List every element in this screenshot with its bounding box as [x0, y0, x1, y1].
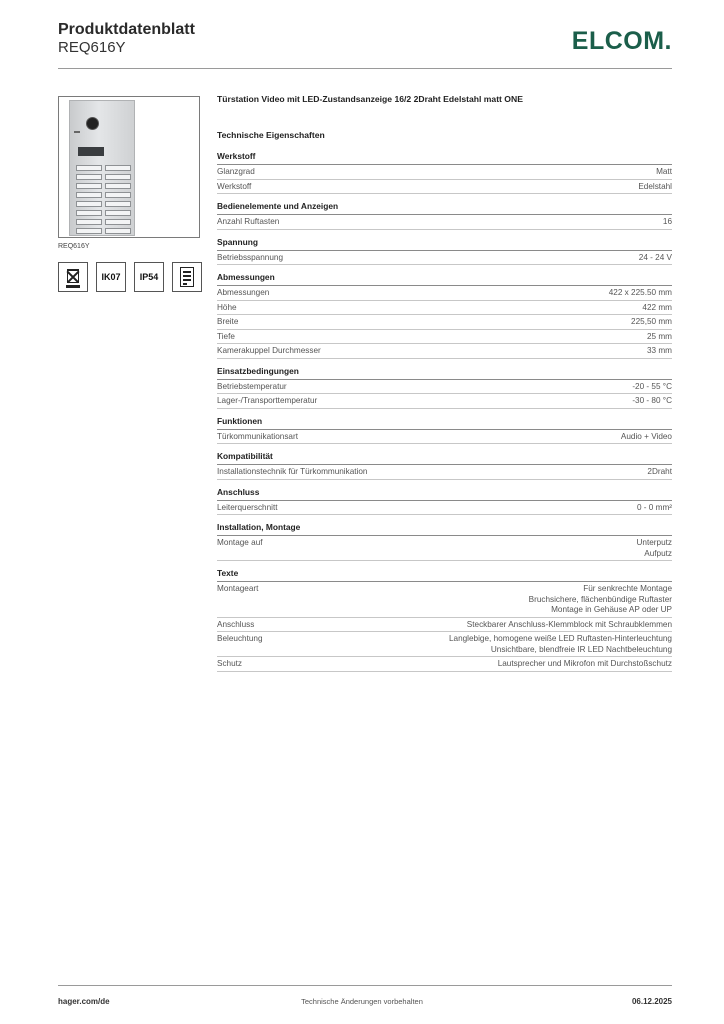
spec-value-line: 33 mm	[646, 346, 672, 355]
spec-row	[217, 657, 672, 672]
spec-sections	[217, 151, 672, 672]
spec-value	[631, 317, 672, 328]
spec-value	[647, 332, 672, 343]
spec-key: Kamerakuppel Durchmesser	[217, 346, 321, 355]
led-display	[78, 147, 104, 156]
spec-value	[637, 538, 673, 559]
spec-key: Abmessungen	[217, 288, 270, 297]
spec-key: Glanzgrad	[217, 167, 255, 176]
spec-key: Montage auf	[217, 538, 263, 547]
spec-key: Betriebstemperatur	[217, 381, 287, 391]
ip-rating-badge: IP54	[134, 262, 164, 292]
certification-badges	[58, 262, 202, 292]
spec-value	[529, 584, 672, 616]
spec-value-line: 422 mm	[642, 302, 672, 312]
spec-key: Tiefe	[217, 331, 235, 341]
spec-row	[217, 394, 672, 409]
spec-section	[217, 451, 672, 480]
spec-value	[642, 303, 672, 314]
spec-key: Anschluss	[217, 619, 255, 629]
product-image	[58, 96, 200, 238]
spec-row	[217, 315, 672, 330]
spec-value-line: 422 x 225.50 mm	[608, 288, 672, 297]
section-title: Funktionen	[217, 416, 672, 430]
spec-value	[609, 288, 672, 299]
spec-row	[217, 536, 672, 561]
spec-row	[217, 286, 672, 301]
product-code: REQ616Y	[58, 39, 126, 56]
spec-key: Schutz	[217, 659, 243, 668]
spec-value-line: -30 - 80 °C	[632, 396, 672, 405]
spec-section	[217, 416, 672, 445]
section-title: Kompatibilität	[217, 451, 672, 465]
ik-rating-badge: IK07	[96, 262, 126, 292]
spec-value-line: 16	[662, 217, 672, 226]
spec-value	[449, 634, 672, 655]
brand-mark	[74, 131, 80, 133]
spec-row	[217, 165, 672, 180]
spec-key: Türkommunikationsart	[217, 431, 298, 441]
door-station-panel	[69, 100, 135, 236]
spec-key: Lager-/Transporttemperatur	[217, 396, 318, 405]
footer-disclaimer: Technische Änderungen vorbehalten	[301, 997, 423, 1006]
camera-icon	[86, 117, 99, 130]
spec-value-line: Aufputz	[644, 548, 672, 558]
spec-value	[632, 396, 672, 407]
spec-key: Betriebsspannung	[217, 252, 284, 262]
section-title: Installation, Montage	[217, 522, 672, 536]
spec-value	[637, 503, 672, 514]
spec-value	[498, 659, 672, 670]
spec-value	[656, 167, 672, 178]
spec-row	[217, 301, 672, 316]
spec-value	[638, 182, 672, 193]
spec-row	[217, 251, 672, 266]
spec-value	[467, 620, 672, 631]
spec-value-line: 25 mm	[646, 331, 672, 341]
product-title: Türstation Video mit LED-Zustandsanzeige 16/2 2Draht Edelstahl matt ONE	[217, 94, 523, 104]
spec-column	[217, 94, 672, 679]
spec-section	[217, 151, 672, 194]
footer-website: hager.com/de	[58, 997, 110, 1006]
section-title: Spannung	[217, 237, 672, 251]
spec-row	[217, 582, 672, 618]
spec-value-line: 2Draht	[647, 467, 672, 476]
footer-divider	[58, 985, 672, 986]
spec-value-line: Matt	[656, 167, 672, 176]
document-icon	[172, 262, 202, 292]
section-title: Einsatzbedingungen	[217, 366, 672, 380]
spec-key: Installationstechnik für Türkommunikation	[217, 467, 368, 476]
spec-value-line: Steckbarer Anschluss-Klemmblock mit Schraubklemmen	[466, 619, 672, 629]
section-title: Texte	[217, 568, 672, 582]
spec-row	[217, 344, 672, 359]
spec-row	[217, 330, 672, 345]
spec-key: Anzahl Ruftasten	[217, 217, 280, 226]
spec-key: Höhe	[217, 302, 237, 312]
spec-key: Werkstoff	[217, 181, 252, 191]
spec-row	[217, 501, 672, 516]
spec-section	[217, 237, 672, 266]
spec-value-line: 0 - 0 mm²	[636, 502, 672, 512]
section-title: Bedienelemente und Anzeigen	[217, 201, 672, 215]
spec-section	[217, 522, 672, 561]
tech-heading: Technische Eigenschaften	[217, 130, 325, 140]
spec-value	[663, 217, 672, 228]
spec-value	[632, 382, 672, 393]
spec-key: Montageart	[217, 584, 259, 593]
spec-row	[217, 618, 672, 633]
spec-value	[647, 346, 672, 357]
spec-value	[621, 432, 672, 443]
elcom-logo: ELCOM.	[571, 27, 672, 55]
spec-value-line: Montage in Gehäuse AP oder UP	[551, 605, 672, 614]
spec-row	[217, 465, 672, 480]
spec-section	[217, 487, 672, 516]
section-title: Werkstoff	[217, 151, 672, 165]
weee-bin-icon	[58, 262, 88, 292]
spec-value-line: 24 - 24 V	[638, 252, 672, 262]
spec-row	[217, 380, 672, 395]
page-title: Produktdatenblatt	[58, 21, 195, 38]
spec-value-line: Edelstahl	[638, 181, 672, 191]
spec-value-line: Unterputz	[636, 538, 672, 547]
spec-value-line: Audio + Video	[620, 431, 672, 441]
spec-value-line: -20 - 55 °C	[632, 381, 672, 391]
section-title: Abmessungen	[217, 272, 672, 286]
spec-row	[217, 430, 672, 445]
spec-value-line: Bruchsichere, flächenbündige Ruftaster	[528, 594, 672, 604]
spec-section	[217, 272, 672, 359]
spec-key: Beleuchtung	[217, 634, 263, 643]
spec-value	[639, 253, 672, 264]
spec-value-line: Unsichtbare, blendfreie IR LED Nachtbeleuchtung	[490, 644, 672, 654]
spec-key: Leiterquerschnitt	[217, 502, 278, 512]
spec-section	[217, 201, 672, 230]
spec-value-line: Langlebige, homogene weiße LED Ruftasten-Hinterleuchtung	[448, 634, 672, 643]
section-title: Anschluss	[217, 487, 672, 501]
footer-date: 06.12.2025	[631, 997, 672, 1006]
spec-section	[217, 568, 672, 672]
spec-row	[217, 632, 672, 657]
spec-value-line: Lautsprecher und Mikrofon mit Durchstoßschutz	[497, 659, 672, 668]
spec-value	[647, 467, 672, 478]
call-buttons	[76, 165, 132, 234]
spec-row	[217, 215, 672, 230]
header-divider	[58, 68, 672, 69]
spec-key: Breite	[217, 317, 239, 326]
spec-row	[217, 180, 672, 195]
spec-section	[217, 366, 672, 409]
spec-value-line: Für senkrechte Montage	[583, 584, 672, 593]
image-caption: REQ616Y	[58, 243, 90, 250]
spec-value-line: 225,50 mm	[631, 317, 672, 326]
